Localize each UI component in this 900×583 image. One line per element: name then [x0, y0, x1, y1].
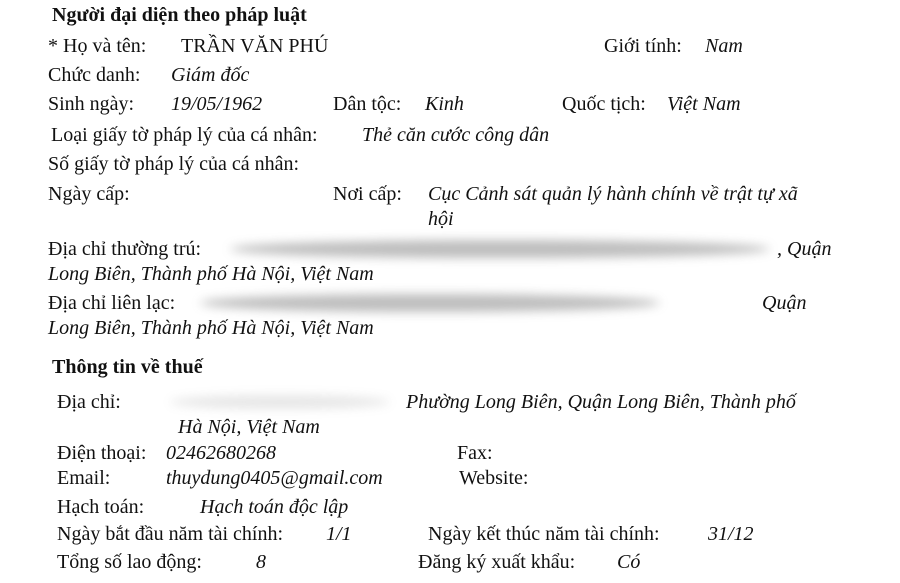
- phone-label: Điện thoại:: [57, 442, 147, 464]
- fy-start-value: 1/1: [326, 523, 352, 545]
- issue-date-label: Ngày cấp:: [48, 183, 130, 205]
- issue-place-value-cont: hội: [428, 208, 454, 230]
- name-label: * Họ và tên:: [48, 35, 147, 57]
- email-value: thuydung0405@gmail.com: [166, 467, 383, 489]
- phone-value: 02462680268: [166, 442, 276, 464]
- issue-place-value: Cục Cảnh sát quản lý hành chính về trật tự xã: [428, 183, 798, 205]
- gender-label: Giới tính:: [604, 35, 682, 57]
- contact-address-label: Địa chỉ liên lạc:: [48, 292, 176, 314]
- ethnicity-value: Kinh: [425, 93, 464, 115]
- redacted-blur: [230, 240, 770, 258]
- redacted-blur: [170, 395, 390, 409]
- export-label: Đăng ký xuất khẩu:: [418, 551, 576, 573]
- section-heading: Người đại diện theo pháp luật: [52, 4, 307, 26]
- section-heading: Thông tin về thuế: [52, 356, 203, 378]
- id-type-label: Loại giấy tờ pháp lý của cá nhân:: [51, 124, 318, 146]
- dob-value: 19/05/1962: [171, 93, 263, 115]
- website-label: Website:: [459, 467, 529, 489]
- dob-label: Sinh ngày:: [48, 93, 135, 115]
- employees-value: 8: [256, 551, 266, 573]
- issue-place-label: Nơi cấp:: [333, 183, 402, 205]
- ethnicity-label: Dân tộc:: [333, 93, 402, 115]
- id-number-label: Số giấy tờ pháp lý của cá nhân:: [48, 153, 300, 175]
- fy-start-label: Ngày bắt đầu năm tài chính:: [57, 523, 284, 545]
- redacted-blur: [200, 294, 660, 312]
- fy-end-value: 31/12: [708, 523, 754, 545]
- fax-label: Fax:: [457, 442, 493, 464]
- address-value: Phường Long Biên, Quận Long Biên, Thành phố: [406, 391, 796, 413]
- permanent-address-line2: Long Biên, Thành phố Hà Nội, Việt Nam: [48, 263, 374, 285]
- nationality-label: Quốc tịch:: [562, 93, 646, 115]
- nationality-value: Việt Nam: [667, 93, 741, 115]
- email-label: Email:: [57, 467, 111, 489]
- title-label: Chức danh:: [48, 64, 141, 86]
- export-value: Có: [617, 551, 641, 573]
- name-value: TRẦN VĂN PHÚ: [181, 35, 329, 57]
- employees-label: Tổng số lao động:: [57, 551, 202, 573]
- address-value-cont: Hà Nội, Việt Nam: [178, 416, 320, 438]
- address-label: Địa chỉ:: [57, 391, 121, 413]
- gender-value: Nam: [705, 35, 743, 57]
- permanent-address-label: Địa chỉ thường trú:: [48, 238, 202, 260]
- accounting-label: Hạch toán:: [57, 496, 145, 518]
- title-value: Giám đốc: [171, 64, 250, 86]
- fy-end-label: Ngày kết thúc năm tài chính:: [428, 523, 660, 545]
- contact-address-line2: Long Biên, Thành phố Hà Nội, Việt Nam: [48, 317, 374, 339]
- accounting-value: Hạch toán độc lập: [200, 496, 349, 518]
- permanent-address-end: , Quận: [777, 238, 832, 260]
- id-type-value: Thẻ căn cước công dân: [362, 124, 550, 146]
- contact-address-end: Quận: [762, 292, 807, 314]
